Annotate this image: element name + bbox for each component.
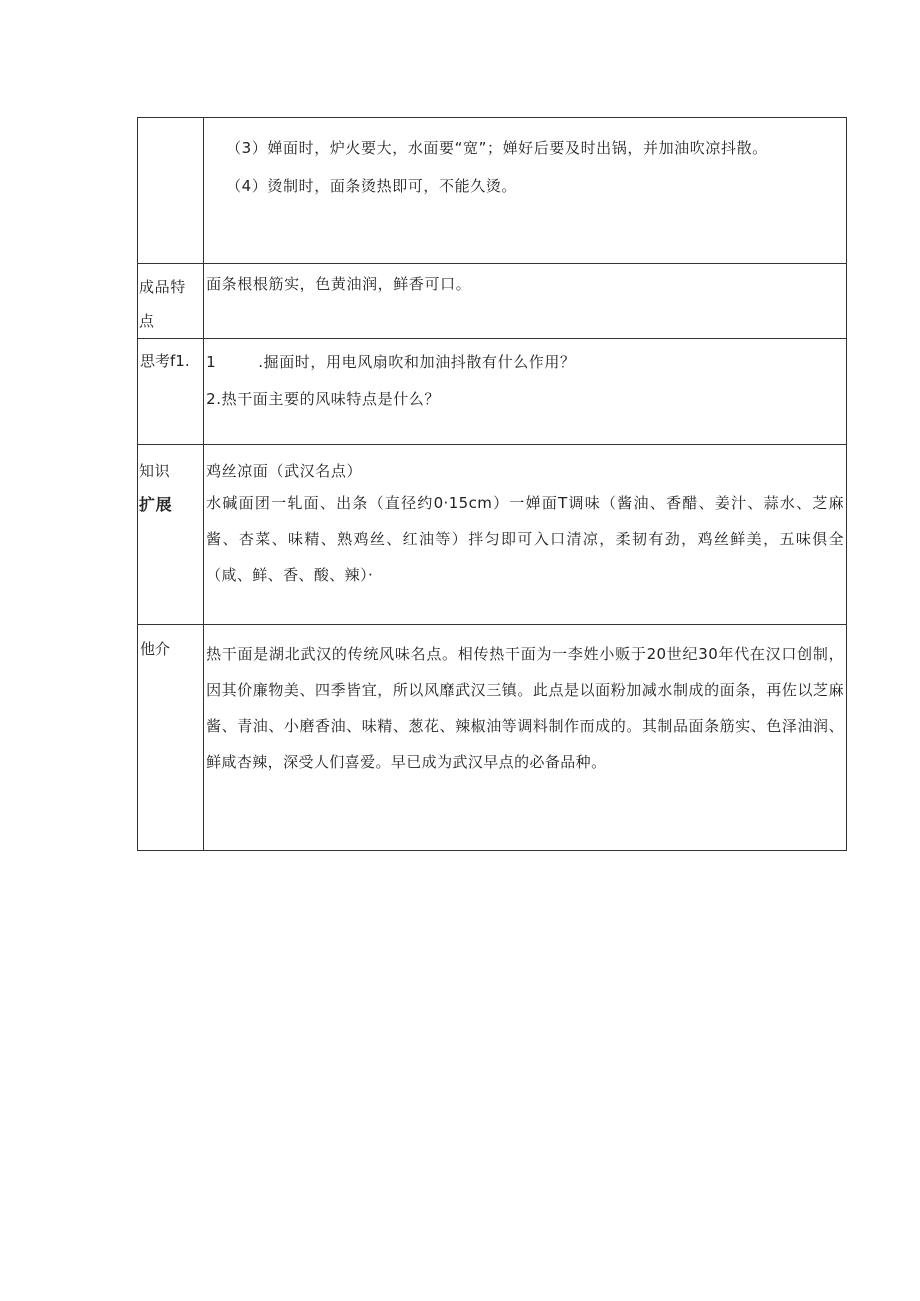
features-label-line2: 点 (139, 312, 155, 330)
question-1-number: 1 (206, 353, 217, 371)
row-thinking-label-cell (138, 339, 204, 445)
other-text: 热干面是湖北武汉的传统风味名点。相传热干面为一李姓小贩于20世纪30年代在汉口创制，因其价廉物美、四季皆宜，所以风靡武汉三镇。此点是以面粉加减水制成的面条，再佐以芝麻酱、青油、小磨香油、味精、葱花、辣椒油等调料制作而成的。其制品面条筋实、色泽油润、鲜咸杏辣，深受人们喜爱。早已成为武汉早点的必备品种。 (206, 645, 844, 771)
thinking-label: 思考f1. (140, 352, 190, 370)
thinking-question-2: 2.热干面主要的风味特点是什么？ (206, 390, 440, 408)
row-thinking-content-cell (204, 339, 847, 445)
features-text: 面条根根筋实，色黄油润，鲜香可口。 (206, 275, 472, 293)
row-other-label-cell (138, 625, 204, 851)
row-knowledge-content-cell (204, 445, 847, 625)
recipe-table (137, 117, 847, 851)
question-1-text: .掘面时，用电风扇吹和加油抖散有什么作用？ (258, 353, 576, 371)
knowledge-title: 鸡丝凉面（武汉名点） (206, 462, 363, 480)
row-other-content-cell (204, 625, 847, 851)
row-steps-label-cell (138, 118, 204, 264)
row-steps-label (138, 118, 203, 128)
features-label-line1: 成品特 (139, 278, 186, 296)
knowledge-label-line1: 知识 (139, 462, 171, 480)
knowledge-text: 水碱面团一轧面、出条（直径约0·15cm）一婵面T调味（酱油、香醋、姜汁、蒜水、芝麻酱、杏菜、味精、熟鸡丝、红油等）拌匀即可入口清凉，柔韧有劲，鸡丝鲜美，五味俱全（咸、鲜、香、酸、辣）· (206, 494, 844, 584)
knowledge-label-line2: 扩展 (139, 495, 173, 514)
row-steps-content-cell (204, 118, 847, 264)
other-label: 他介 (140, 640, 171, 658)
step-4-text: （4）烫制时，面条烫热即可，不能久烫。 (226, 177, 518, 195)
row-features (138, 264, 847, 339)
row-features-content-cell (204, 264, 847, 339)
row-other (138, 625, 847, 851)
row-features-label-cell (138, 264, 204, 339)
row-knowledge (138, 445, 847, 625)
row-thinking (138, 339, 847, 445)
thinking-question-1 (206, 347, 844, 377)
step-3-text: （3）婵面时，炉火要大，水面要“宽”；婵好后要及时出锅，并加油吹凉抖散。 (226, 139, 768, 157)
row-knowledge-label-cell (138, 445, 204, 625)
row-steps (138, 118, 847, 264)
